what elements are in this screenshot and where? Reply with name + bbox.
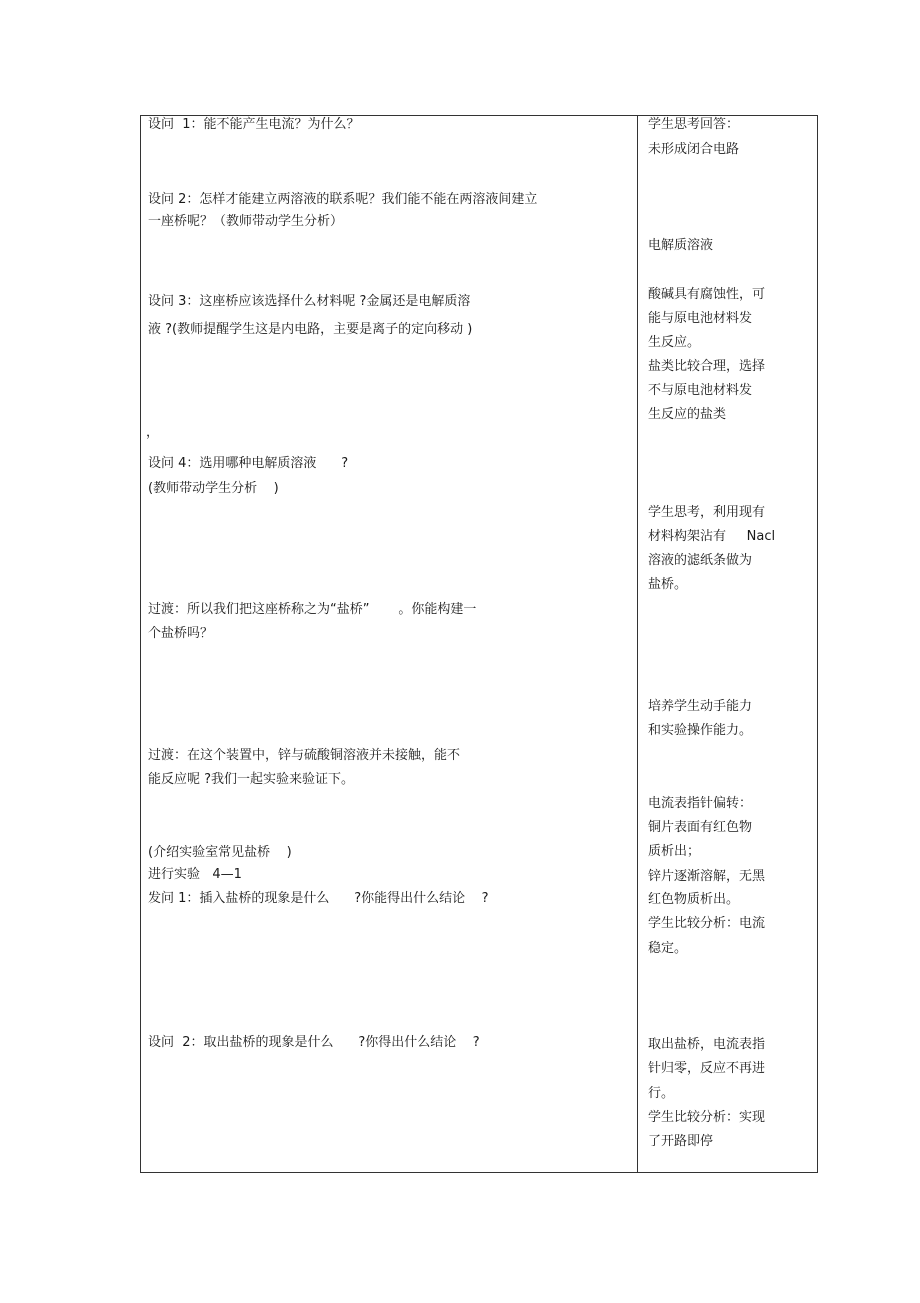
answer-6-line-6: 学生比较分析：电流	[648, 916, 766, 931]
answer-3-line-2: 能与原电池材料发	[648, 311, 753, 326]
answer-1-line-2: 未形成闭合电路	[648, 142, 740, 157]
column-divider	[637, 115, 638, 1173]
lesson-table	[140, 115, 818, 1173]
question-3-line-1: 设问 3：这座桥应该选择什么材料呢 ?金属还是电解质溶	[148, 294, 471, 309]
transition-1-line-1: 过渡：所以我们把这座桥称之为“盐桥” 。你能构建一	[148, 602, 477, 617]
answer-1-line-1: 学生思考回答：	[648, 117, 740, 132]
answer-7-line-5: 了开路即停	[648, 1134, 714, 1149]
transition-1-line-2: 个盐桥吗？	[148, 626, 214, 641]
answer-3-line-4: 盐类比较合理，选择	[648, 359, 766, 374]
answer-7-line-4: 学生比较分析：实现	[648, 1110, 766, 1125]
question-3-line-2: 液 ?(教师提醒学生这是内电路，主要是离子的定向移动 )	[148, 322, 473, 337]
answer-4-line-1: 学生思考，利用现有	[648, 505, 766, 520]
question-2-line-2: 一座桥呢？（教师带动学生分析）	[148, 214, 344, 229]
intro-salt-bridge: (介绍实验室常见盐桥 )	[148, 845, 292, 860]
answer-7-line-3: 行。	[648, 1086, 675, 1101]
answer-4-line-4: 盐桥。	[648, 577, 688, 592]
question-2-line-1: 设问 2：怎样才能建立两溶液的联系呢？我们能不能在两溶液间建立	[148, 192, 538, 207]
answer-6-line-1: 电流表指针偏转：	[648, 796, 753, 811]
answer-7-line-2: 针归零，反应不再进	[648, 1061, 766, 1076]
answer-6-line-3: 质析出；	[648, 844, 701, 859]
answer-6-line-5: 红色物质析出。	[648, 892, 740, 907]
question-5: 设问 2：取出盐桥的现象是什么 ?你得出什么结论 ?	[148, 1035, 480, 1050]
question-4-line-1: 设问 4：选用哪种电解质溶液 ?	[148, 456, 349, 471]
answer-5-line-2: 和实验操作能力。	[648, 723, 753, 738]
stray-comma: ，	[146, 425, 160, 440]
answer-6-line-7: 稳定。	[648, 941, 688, 956]
answer-2: 电解质溶液	[648, 238, 714, 253]
answer-3-line-5: 不与原电池材料发	[648, 383, 753, 398]
transition-2-line-1: 过渡：在这个装置中，锌与硫酸铜溶液并未接触，能不	[148, 748, 461, 763]
transition-2-line-2: 能反应呢 ?我们一起实验来验证下。	[148, 772, 355, 787]
answer-7-line-1: 取出盐桥，电流表指	[648, 1037, 766, 1052]
answer-5-line-1: 培养学生动手能力	[648, 699, 753, 714]
follow-up-question-1: 发问 1：插入盐桥的现象是什么 ?你能得出什么结论 ?	[148, 891, 489, 906]
question-4-line-2: (教师带动学生分析 )	[148, 481, 279, 496]
question-1: 设问 1：能不能产生电流？为什么？	[148, 117, 360, 132]
experiment-label: 进行实验 4—1	[148, 867, 242, 882]
answer-6-line-2: 铜片表面有红色物	[648, 820, 753, 835]
answer-3-line-6: 生反应的盐类	[648, 407, 727, 422]
answer-3-line-1: 酸碱具有腐蚀性，可	[648, 287, 766, 302]
answer-3-line-3: 生反应。	[648, 335, 701, 350]
answer-4-line-3: 溶液的滤纸条做为	[648, 553, 753, 568]
answer-6-line-4: 锌片逐渐溶解，无黑	[648, 869, 766, 884]
answer-4-line-2: 材料构架沾有 Nacl	[648, 529, 776, 544]
